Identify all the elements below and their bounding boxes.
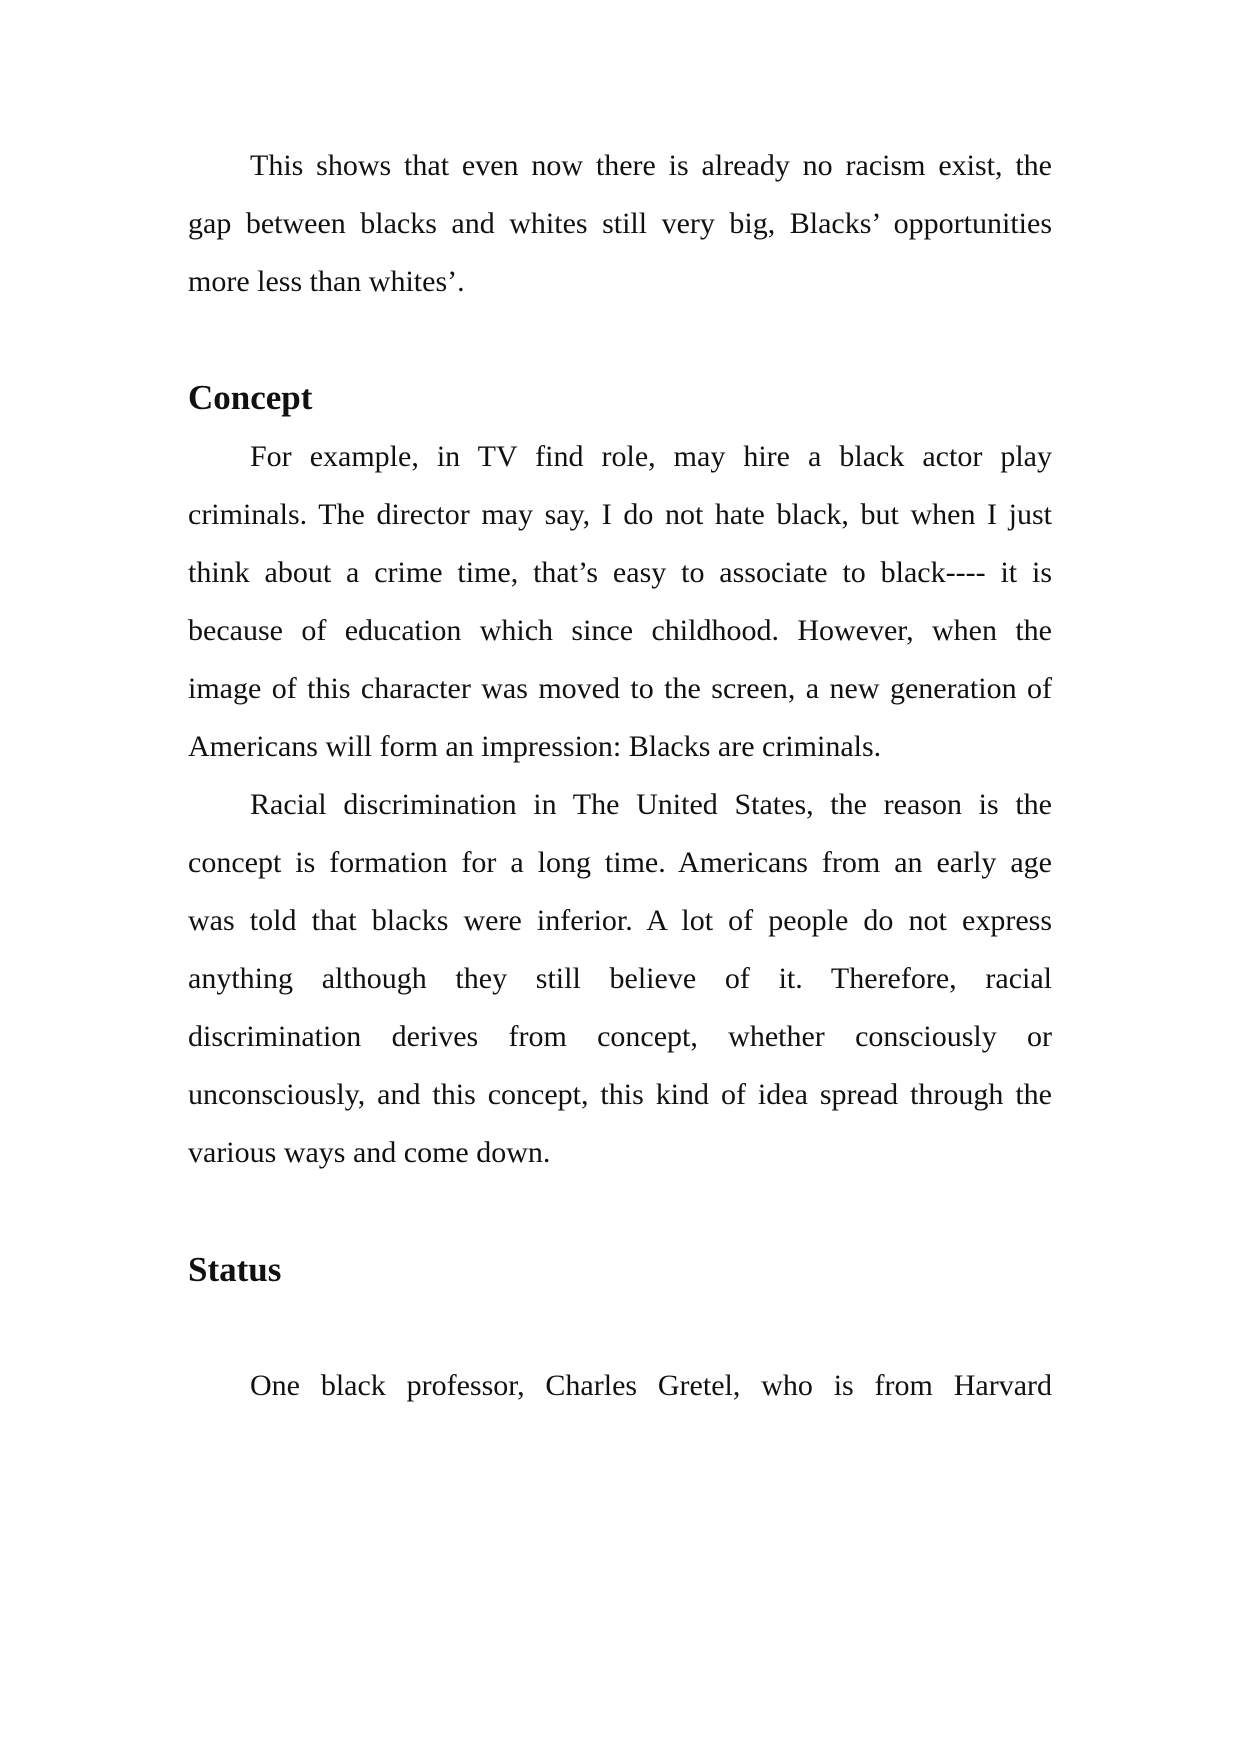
paragraph-3-line-3: was told that blacks were inferior. A lot of people do not express (188, 904, 1052, 937)
paragraph-1-line-2: gap between blacks and whites still very big, Blacks’ opportunities (188, 207, 1052, 240)
paragraph-1-line-3: more less than whites’. (188, 265, 465, 298)
paragraph-2-line-4: because of education which since childhood. However, when the (188, 614, 1052, 647)
paragraph-2-line-3: think about a crime time, that’s easy to associate to black---- it is (188, 556, 1052, 589)
paragraph-1-line-1: This shows that even now there is already no racism exist, the (250, 149, 1052, 182)
paragraph-3-line-7: various ways and come down. (188, 1136, 551, 1169)
section-heading-status: Status (188, 1250, 282, 1289)
paragraph-2-line-6: Americans will form an impression: Blacks are criminals. (188, 730, 882, 763)
paragraph-2-line-1: For example, in TV find role, may hire a black actor play (250, 440, 1052, 473)
paragraph-2-line-5: image of this character was moved to the screen, a new generation of (188, 672, 1052, 705)
paragraph-3-line-1: Racial discrimination in The United States, the reason is the (250, 788, 1052, 821)
paragraph-3-line-4: anything although they still believe of it. Therefore, racial (188, 962, 1052, 995)
paragraph-3-line-2: concept is formation for a long time. Americans from an early age (188, 846, 1052, 879)
paragraph-3-line-5: discrimination derives from concept, whether consciously or (188, 1020, 1052, 1053)
paragraph-3-line-6: unconsciously, and this concept, this kind of idea spread through the (188, 1078, 1052, 1111)
paragraph-4-line-1: One black professor, Charles Gretel, who is from Harvard (250, 1369, 1052, 1402)
section-heading-concept: Concept (188, 378, 313, 417)
paragraph-2-line-2: criminals. The director may say, I do not hate black, but when I just (188, 498, 1052, 531)
